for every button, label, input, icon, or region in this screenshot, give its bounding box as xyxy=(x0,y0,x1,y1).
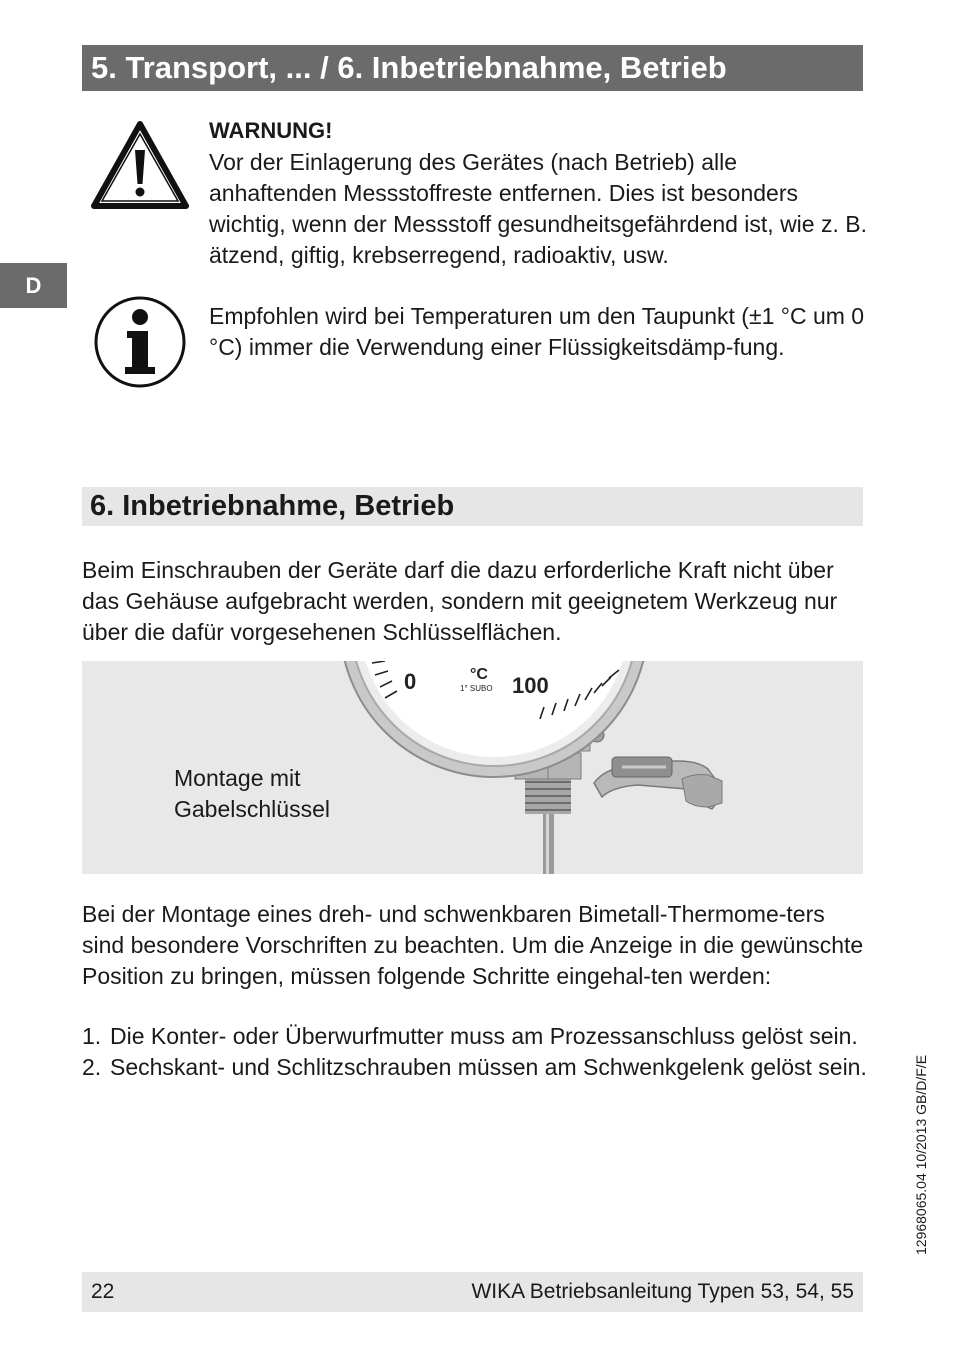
dial-label-small: 1° SUBO xyxy=(460,684,493,693)
list-item xyxy=(82,1052,872,1083)
section-heading-title: 6. Inbetriebnahme, Betrieb xyxy=(90,490,455,522)
mounting-figure xyxy=(82,661,863,874)
dial-label-hundred: 100 xyxy=(512,673,549,698)
figure-caption-line1: Montage mit xyxy=(174,765,301,791)
step-number: 2. xyxy=(82,1054,102,1080)
step-text: Die Konter- oder Überwurfmutter muss am Prozessanschluss gelöst sein. xyxy=(110,1023,858,1049)
warning-triangle-icon xyxy=(90,120,190,210)
dial-label-unit: °C xyxy=(470,666,488,683)
info-icon xyxy=(93,295,187,389)
info-text: Empfohlen wird bei Temperaturen um den Taupunkt (±1 °C um 0 °C) immer die Verwendung einer Flüssigkeitsdämp-fung. xyxy=(209,303,865,360)
figure-caption-line2: Gabelschlüssel xyxy=(174,796,330,822)
page-header-title: 5. Transport, ... / 6. Inbetriebnahme, Betrieb xyxy=(91,50,727,85)
wrench-icon xyxy=(594,757,722,809)
body-paragraph: Bei der Montage eines dreh- und schwenkbaren Bimetall-Thermome-ters sind besondere Vorschriften zu beachten. Um die Anzeige in die gewünschte Position zu bringen, müssen folgende Schritte eingehal-ten werden: xyxy=(82,901,864,989)
language-tab: D xyxy=(0,263,67,308)
page-header xyxy=(82,45,863,91)
figure-caption xyxy=(174,763,330,825)
page-number: 22 xyxy=(91,1280,115,1303)
page-footer xyxy=(82,1272,863,1312)
warning-title: WARNUNG! xyxy=(209,118,333,143)
section-intro-paragraph: Beim Einschrauben der Geräte darf die dazu erforderliche Kraft nicht über das Gehäuse aufgebracht werden, sondern mit geeignetem Werkzeug nur über die dafür vorgesehenen Schlüsselflächen. xyxy=(82,557,838,645)
steps-list xyxy=(82,1021,872,1083)
dial-label-zero: 0 xyxy=(404,669,417,694)
footer-title: WIKA Betriebsanleitung Typen 53, 54, 55 xyxy=(471,1280,854,1303)
step-number: 1. xyxy=(82,1023,102,1049)
section-heading xyxy=(82,487,863,526)
list-item xyxy=(82,1021,872,1052)
step-text: Sechskant- und Schlitzschrauben müssen am Schwenkgelenk gelöst sein. xyxy=(110,1054,867,1080)
warning-text: Vor der Einlagerung des Gerätes (nach Betrieb) alle anhaftenden Messstoffreste entfernen. Dies ist besonders wichtig, wenn der Messstoff gesundheitsgefährdend ist, wie z. B. ätzend, giftig, krebserregend, radioaktiv, usw. xyxy=(209,149,867,268)
document-code: 12968065.04 10/2013 GB/D/F/E xyxy=(913,1054,929,1255)
